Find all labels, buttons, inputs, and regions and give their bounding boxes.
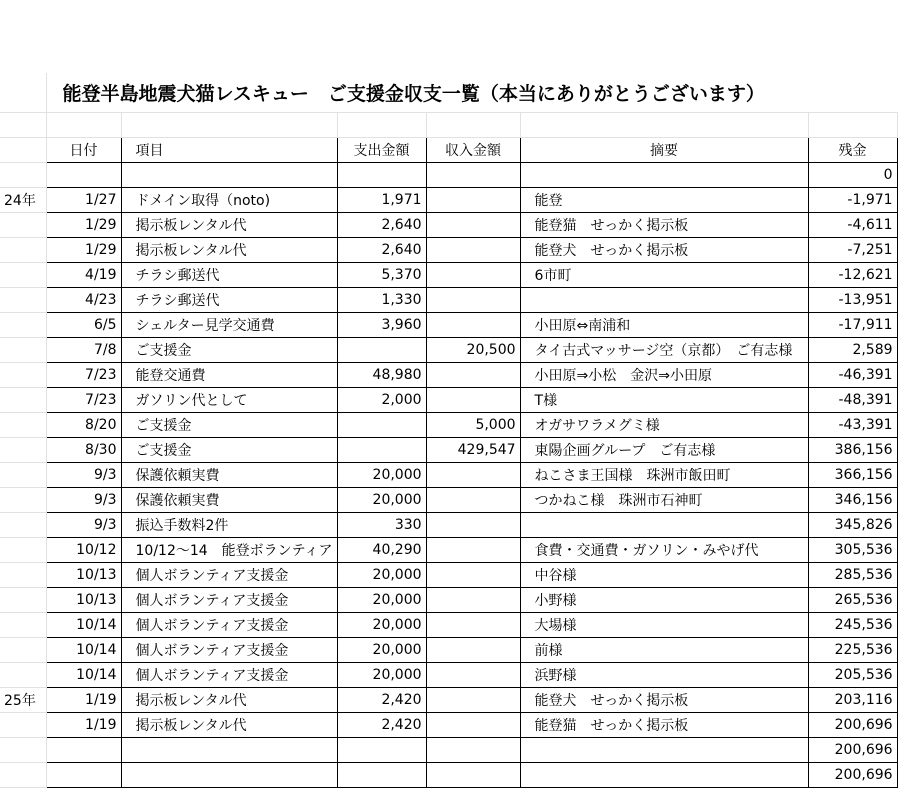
- memo-cell: 大場様: [520, 612, 808, 637]
- balance-cell: -43,391: [808, 412, 897, 437]
- income-cell: [426, 462, 520, 487]
- date-cell: [46, 737, 121, 762]
- balance-cell: 366,156: [808, 462, 897, 487]
- title-row: [0, 73, 897, 112]
- year-cell: [0, 587, 46, 612]
- item-cell: チラシ郵送代: [121, 287, 337, 312]
- table-row: [0, 637, 897, 662]
- date-cell: 1/19: [46, 687, 121, 712]
- date-cell: 8/30: [46, 437, 121, 462]
- item-cell: 個人ボランティア支援金: [121, 587, 337, 612]
- income-cell: [426, 212, 520, 237]
- year-cell: [0, 537, 46, 562]
- memo-cell: オガサワラメグミ様: [520, 412, 808, 437]
- balance-cell: 386,156: [808, 437, 897, 462]
- year-cell: [0, 712, 46, 737]
- table-row: [0, 237, 897, 262]
- header-item: 項目: [121, 137, 337, 162]
- balance-cell: 2,589: [808, 337, 897, 362]
- expense-cell: 2,000: [337, 387, 426, 412]
- year-cell: [0, 612, 46, 637]
- memo-cell: 小田原⇒小松 金沢⇒小田原: [520, 362, 808, 387]
- table-row: [0, 412, 897, 437]
- year-cell: [0, 262, 46, 287]
- balance-cell: 203,116: [808, 687, 897, 712]
- expense-cell: 1,330: [337, 287, 426, 312]
- expense-cell: [337, 412, 426, 437]
- table-row: [0, 537, 897, 562]
- expense-cell: 20,000: [337, 487, 426, 512]
- balance-cell: -12,621: [808, 262, 897, 287]
- memo-cell: 能登: [520, 187, 808, 212]
- year-cell: [0, 312, 46, 337]
- table-row: [0, 462, 897, 487]
- balance-cell: -48,391: [808, 387, 897, 412]
- memo-cell: 浜野様: [520, 662, 808, 687]
- date-cell: 7/23: [46, 387, 121, 412]
- table-row: [0, 737, 897, 762]
- balance-cell: 200,696: [808, 737, 897, 762]
- expense-cell: 2,420: [337, 687, 426, 712]
- expense-cell: 1,971: [337, 187, 426, 212]
- item-cell: 個人ボランティア支援金: [121, 662, 337, 687]
- memo-cell: 中谷様: [520, 562, 808, 587]
- date-cell: 8/20: [46, 412, 121, 437]
- table-row: [0, 562, 897, 587]
- income-cell: 429,547: [426, 437, 520, 462]
- income-cell: [426, 737, 520, 762]
- balance-cell: 225,536: [808, 637, 897, 662]
- year-cell: [0, 637, 46, 662]
- expense-cell: [337, 437, 426, 462]
- expense-cell: 2,420: [337, 712, 426, 737]
- date-cell: 10/14: [46, 612, 121, 637]
- date-cell: 10/14: [46, 662, 121, 687]
- income-cell: [426, 487, 520, 512]
- memo-cell: 6市町: [520, 262, 808, 287]
- opening-balance: 0: [808, 162, 897, 187]
- income-cell: 20,500: [426, 337, 520, 362]
- balance-cell: 265,536: [808, 587, 897, 612]
- year-cell: [0, 412, 46, 437]
- memo-cell: 能登猫 せっかく掲示板: [520, 712, 808, 737]
- table-row: [0, 187, 897, 212]
- item-cell: ガソリン代として: [121, 387, 337, 412]
- balance-cell: 200,696: [808, 762, 897, 787]
- table-row: [0, 437, 897, 462]
- income-cell: [426, 562, 520, 587]
- year-cell: 24年: [0, 187, 46, 212]
- expense-cell: 2,640: [337, 237, 426, 262]
- date-cell: [46, 762, 121, 787]
- expense-cell: [337, 737, 426, 762]
- balance-cell: -17,911: [808, 312, 897, 337]
- year-cell: [0, 237, 46, 262]
- expense-cell: 48,980: [337, 362, 426, 387]
- income-cell: [426, 512, 520, 537]
- memo-cell: ねこさま王国様 珠洲市飯田町: [520, 462, 808, 487]
- expense-cell: 20,000: [337, 662, 426, 687]
- balance-cell: 205,536: [808, 662, 897, 687]
- year-cell: [0, 337, 46, 362]
- item-cell: ドメイン取得（noto): [121, 187, 337, 212]
- year-cell: [0, 462, 46, 487]
- income-cell: [426, 712, 520, 737]
- item-cell: 保護依頼実費: [121, 462, 337, 487]
- year-cell: [0, 212, 46, 237]
- memo-cell: 能登猫 せっかく掲示板: [520, 212, 808, 237]
- expense-cell: 5,370: [337, 262, 426, 287]
- year-cell: [0, 737, 46, 762]
- date-cell: 4/23: [46, 287, 121, 312]
- year-cell: [0, 662, 46, 687]
- header-row: [0, 137, 897, 162]
- income-cell: [426, 762, 520, 787]
- expense-cell: 20,000: [337, 462, 426, 487]
- item-cell: ご支援金: [121, 337, 337, 362]
- expense-cell: 3,960: [337, 312, 426, 337]
- expense-cell: 20,000: [337, 562, 426, 587]
- item-cell: 10/12～14 能登ボランティア: [121, 537, 337, 562]
- date-cell: 10/13: [46, 587, 121, 612]
- date-cell: 1/29: [46, 212, 121, 237]
- expense-cell: [337, 762, 426, 787]
- income-cell: [426, 612, 520, 637]
- memo-cell: 東陽企画グループ ご有志様: [520, 437, 808, 462]
- year-cell: [0, 762, 46, 787]
- table-row: [0, 662, 897, 687]
- table-row: [0, 387, 897, 412]
- date-cell: 7/8: [46, 337, 121, 362]
- year-cell: [0, 562, 46, 587]
- item-cell: 個人ボランティア支援金: [121, 612, 337, 637]
- date-cell: 9/3: [46, 487, 121, 512]
- income-cell: [426, 537, 520, 562]
- table-row: [0, 337, 897, 362]
- ledger-table: [0, 73, 898, 788]
- balance-cell: 346,156: [808, 487, 897, 512]
- table-row: [0, 687, 897, 712]
- balance-cell: 285,536: [808, 562, 897, 587]
- year-cell: [0, 437, 46, 462]
- memo-cell: [520, 287, 808, 312]
- item-cell: シェルター見学交通費: [121, 312, 337, 337]
- header-expense: 支出金額: [337, 137, 426, 162]
- date-cell: 6/5: [46, 312, 121, 337]
- memo-cell: つかねこ様 珠洲市石神町: [520, 487, 808, 512]
- header-income: 収入金額: [426, 137, 520, 162]
- memo-cell: 能登犬 せっかく掲示板: [520, 687, 808, 712]
- date-cell: 10/14: [46, 637, 121, 662]
- table-row: [0, 712, 897, 737]
- memo-cell: 前様: [520, 637, 808, 662]
- table-row: [0, 487, 897, 512]
- memo-cell: タイ古式マッサージ空（京都） ご有志様: [520, 337, 808, 362]
- date-cell: 10/13: [46, 562, 121, 587]
- table-row: [0, 312, 897, 337]
- year-cell: 25年: [0, 687, 46, 712]
- item-cell: 個人ボランティア支援金: [121, 562, 337, 587]
- date-cell: 1/29: [46, 237, 121, 262]
- income-cell: [426, 237, 520, 262]
- expense-cell: 20,000: [337, 637, 426, 662]
- balance-cell: -7,251: [808, 237, 897, 262]
- year-cell: [0, 362, 46, 387]
- date-cell: 7/23: [46, 362, 121, 387]
- income-cell: [426, 287, 520, 312]
- item-cell: 掲示板レンタル代: [121, 712, 337, 737]
- memo-cell: 小田原⇔南浦和: [520, 312, 808, 337]
- balance-cell: -46,391: [808, 362, 897, 387]
- balance-cell: 245,536: [808, 612, 897, 637]
- memo-cell: [520, 737, 808, 762]
- item-cell: ご支援金: [121, 412, 337, 437]
- date-cell: 1/27: [46, 187, 121, 212]
- header-balance: 残金: [808, 137, 897, 162]
- memo-cell: 能登犬 せっかく掲示板: [520, 237, 808, 262]
- item-cell: チラシ郵送代: [121, 262, 337, 287]
- table-row: [0, 362, 897, 387]
- expense-cell: 40,290: [337, 537, 426, 562]
- table-row: [0, 212, 897, 237]
- income-cell: [426, 387, 520, 412]
- income-cell: [426, 187, 520, 212]
- table-row: [0, 612, 897, 637]
- memo-cell: [520, 762, 808, 787]
- item-cell: 能登交通費: [121, 362, 337, 387]
- memo-cell: 食費・交通費・ガソリン・みやげ代: [520, 537, 808, 562]
- item-cell: 振込手数料2件: [121, 512, 337, 537]
- income-cell: [426, 362, 520, 387]
- expense-cell: 330: [337, 512, 426, 537]
- income-cell: [426, 312, 520, 337]
- balance-cell: -1,971: [808, 187, 897, 212]
- header-date: 日付: [46, 137, 121, 162]
- table-row: [0, 587, 897, 612]
- item-cell: 個人ボランティア支援金: [121, 637, 337, 662]
- income-cell: 5,000: [426, 412, 520, 437]
- balance-cell: -4,611: [808, 212, 897, 237]
- item-cell: 掲示板レンタル代: [121, 687, 337, 712]
- opening-row: [0, 162, 897, 187]
- item-cell: 掲示板レンタル代: [121, 237, 337, 262]
- memo-cell: [520, 512, 808, 537]
- date-cell: 9/3: [46, 462, 121, 487]
- income-cell: [426, 687, 520, 712]
- expense-cell: 20,000: [337, 587, 426, 612]
- table-row: [0, 287, 897, 312]
- balance-cell: 200,696: [808, 712, 897, 737]
- date-cell: 10/12: [46, 537, 121, 562]
- expense-cell: 20,000: [337, 612, 426, 637]
- income-cell: [426, 587, 520, 612]
- memo-cell: 小野様: [520, 587, 808, 612]
- year-cell: [0, 512, 46, 537]
- balance-cell: 305,536: [808, 537, 897, 562]
- item-cell: ご支援金: [121, 437, 337, 462]
- item-cell: [121, 762, 337, 787]
- year-cell: [0, 487, 46, 512]
- sheet-title: 能登半島地震犬猫レスキュー ご支援金収支一覧（本当にありがとうございます）: [46, 73, 897, 112]
- table-row: [0, 262, 897, 287]
- date-cell: 9/3: [46, 512, 121, 537]
- income-cell: [426, 662, 520, 687]
- date-cell: 4/19: [46, 262, 121, 287]
- balance-cell: -13,951: [808, 287, 897, 312]
- expense-cell: [337, 337, 426, 362]
- date-cell: 1/19: [46, 712, 121, 737]
- table-row: [0, 762, 897, 787]
- table-row: [0, 512, 897, 537]
- year-cell: [0, 287, 46, 312]
- item-cell: [121, 737, 337, 762]
- memo-cell: T様: [520, 387, 808, 412]
- item-cell: 掲示板レンタル代: [121, 212, 337, 237]
- item-cell: 保護依頼実費: [121, 487, 337, 512]
- income-cell: [426, 637, 520, 662]
- income-cell: [426, 262, 520, 287]
- balance-cell: 345,826: [808, 512, 897, 537]
- spacer-row: [0, 112, 897, 137]
- header-memo: 摘要: [520, 137, 808, 162]
- year-cell: [0, 387, 46, 412]
- expense-cell: 2,640: [337, 212, 426, 237]
